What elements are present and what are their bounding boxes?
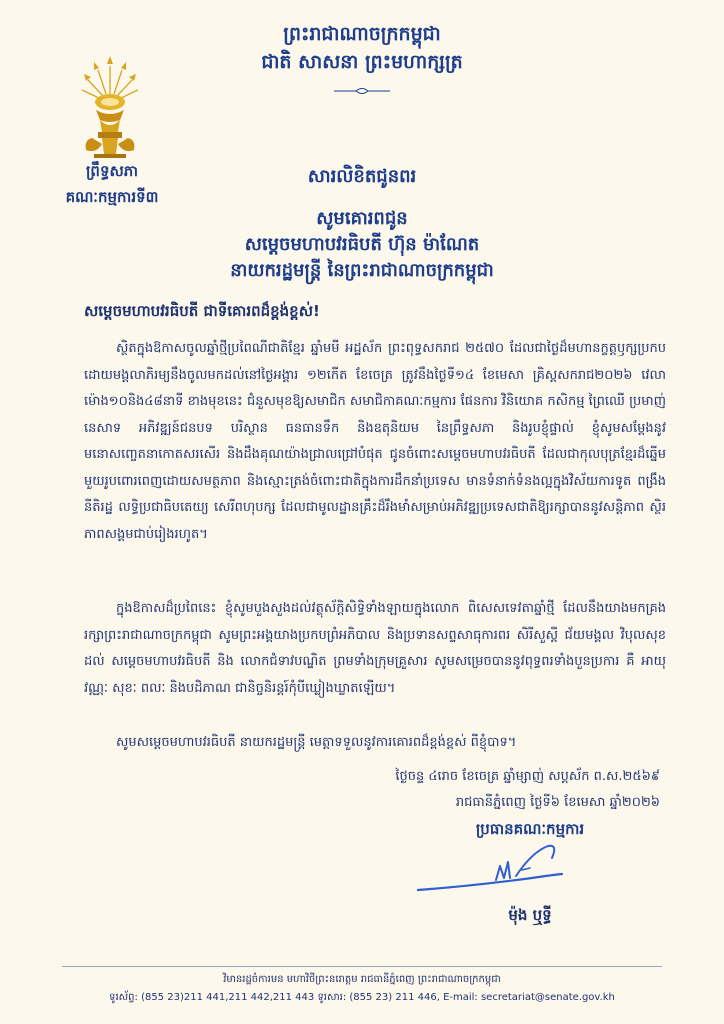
footer-address: វិមានរដ្ឋចំការមន មហាវិថីព្រះនរោត្តម រាជធានីភ្នំពេញ ព្រះរាជាណាចក្រកម្ពុជា <box>223 974 501 985</box>
salutation: សម្តេចមហាបវរធិបតី ជាទីគោរពដ៏ខ្ពង់ខ្ពស់! <box>84 302 320 320</box>
body-paragraph-greeting: ស្ថិតក្នុងឱកាសចូលឆ្នាំថ្មីប្រពៃណីជាតិខ្មែរ ឆ្នាំមមី អដ្ឋស័ក ព្រះពុទ្ធសករាជ ២៥៧០ ដែលជាថ្ងៃដ៏មហានក្ខត្តឫក្សប្រកបដោយមង្គលាភិរម្យនឹងចូលមកដល់នៅថ្ងៃអង្គារ ១២កើត ខែចេត្រ ត្រូវនឹងថ្ងៃទី១៤ ខែមេសា គ្រិស្តសករាជ២០២៦ វេលាម៉ោង១០និង៤៨នាទី ខាងមុខនេះ ជំនួសមុខឱ្យសមាជិក សមាជិកាគណៈកម្មការ ផែនការ វិនិយោគ កសិកម្ម ព្រៃឈើ ប្រមាញ់នេសាទ អភិវឌ្ឍន៍ជនបទ បរិស្ថាន ធនធានទឹក និងឧតុនិយម នៃព្រឹទ្ធសភា និងរូបខ្ញុំផ្ទាល់ ខ្ញុំសូមសម្តែងនូវមនោសញ្ចេតនាកោតសរសើរ និងដឹងគុណយ៉ាងជ្រាលជ្រៅបំផុត ជូនចំពោះសម្តេចមហាបវរធិបតី ដែលជាកុលបុត្រខ្មែរដ៏ឆ្នើមមួយរូបពោរពេញដោយសមត្ថភាព និងស្មោះត្រង់ចំពោះជាតិក្នុងការដឹកនាំប្រទេស មានទំនាក់ទំនងល្អក្នុងវិស័យការទូត ពង្រឹងនីតិរដ្ឋ លទ្ធិប្រជាធិបតេយ្យ សេរីពហុបក្ស ដែលជាមូលដ្ឋានគ្រឹះដ៏រឹងមាំសម្រាប់អភិវឌ្ឍប្រទេសជាតិឱ្យរក្សាបាននូវសន្តិភាព ស្ថិរភាពសង្គមជាប់រៀងរហូត។ <box>84 341 666 542</box>
body-paragraph-blessing: ក្នុងឱកាសដ៏ប្រពៃនេះ ខ្ញុំសូមបួងសួងដល់វត្ថុស័ក្តិសិទ្ធិទាំងឡាយក្នុងលោក ពិសេសទេវតាឆ្នាំថ្មី ដែលនឹងយាងមកគ្រងរក្សាព្រះរាជាណាចក្រកម្ពុជា សូមព្រះអង្គយាងប្រកបព្រំអភិបាល និងប្រទានសព្ទសាធុការពរ សិរីសួស្តី ជ័យមង្គល វិបុលសុខដល់ សម្តេចមហាបវរធិបតី និង លោកជំទាវបណ្ឌិត ព្រមទាំងក្រុមគ្រួសារ សូមសម្រេចបាននូវពុទ្ធពរទាំងបួនប្រការ គឺ អាយុ វណ្ណៈ សុខៈ ពលៈ និងបដិភាណ ជានិច្ចនិរន្តរ៍កុំបីឃ្លៀងឃ្លាតឡើយ។ <box>84 601 666 696</box>
signature-icon <box>412 838 572 902</box>
address-line-recipient: សម្តេចមហាបវរធិបតី ហ៊ុន ម៉ាណែត <box>244 234 480 255</box>
address-line-respect: សូមគោរពជូន <box>316 208 408 229</box>
heading-ornament-icon <box>334 86 390 96</box>
solar-date: រាជធានីភ្នំពេញ ថ្ងៃទី៦ ខែមេសា ឆ្នាំ២០២៦ <box>455 795 660 810</box>
institution-name: ព្រឹទ្ធសភា <box>85 162 139 180</box>
body-paragraph-closing: សូមសម្តេចមហាបវរធិបតី នាយករដ្ឋមន្ត្រី មេត្តាទទួលនូវការគោរពដ៏ខ្ពង់ខ្ពស់ ពីខ្ញុំបាទ។ <box>116 735 517 750</box>
national-motto: ជាតិ សាសនា ព្រះមហាក្សត្រ <box>261 51 463 73</box>
senate-emblem-icon <box>74 54 146 160</box>
committee-name: គណៈកម្មការទី៣ <box>65 188 159 206</box>
footer-divider <box>62 966 662 967</box>
kingdom-heading: ព្រះរាជាណាចក្រកម្ពុជា <box>283 23 441 45</box>
lunar-date: ថ្ងៃចន្ទ ៤រោច ខែចេត្រ ឆ្នាំម្សាញ់ សប្តស័ក ព.ស.២៥៦៩ <box>395 769 660 784</box>
footer-contact: ទូរស័ព្ទ: (855 23)211 441,211 442,211 443 ទូរសារ: (855 23) 211 446, E-mail: secretariat@senate.gov.kh <box>109 992 615 1003</box>
document-title: សារលិខិតជូនពរ <box>307 166 417 187</box>
signer-name: ម៉ុង ឬទ្ធី <box>508 906 552 924</box>
signer-title: ប្រធានគណៈកម្មការ <box>475 820 585 838</box>
address-line-position: នាយករដ្ឋមន្ត្រី នៃព្រះរាជាណាចក្រកម្ពុជា <box>230 260 494 281</box>
